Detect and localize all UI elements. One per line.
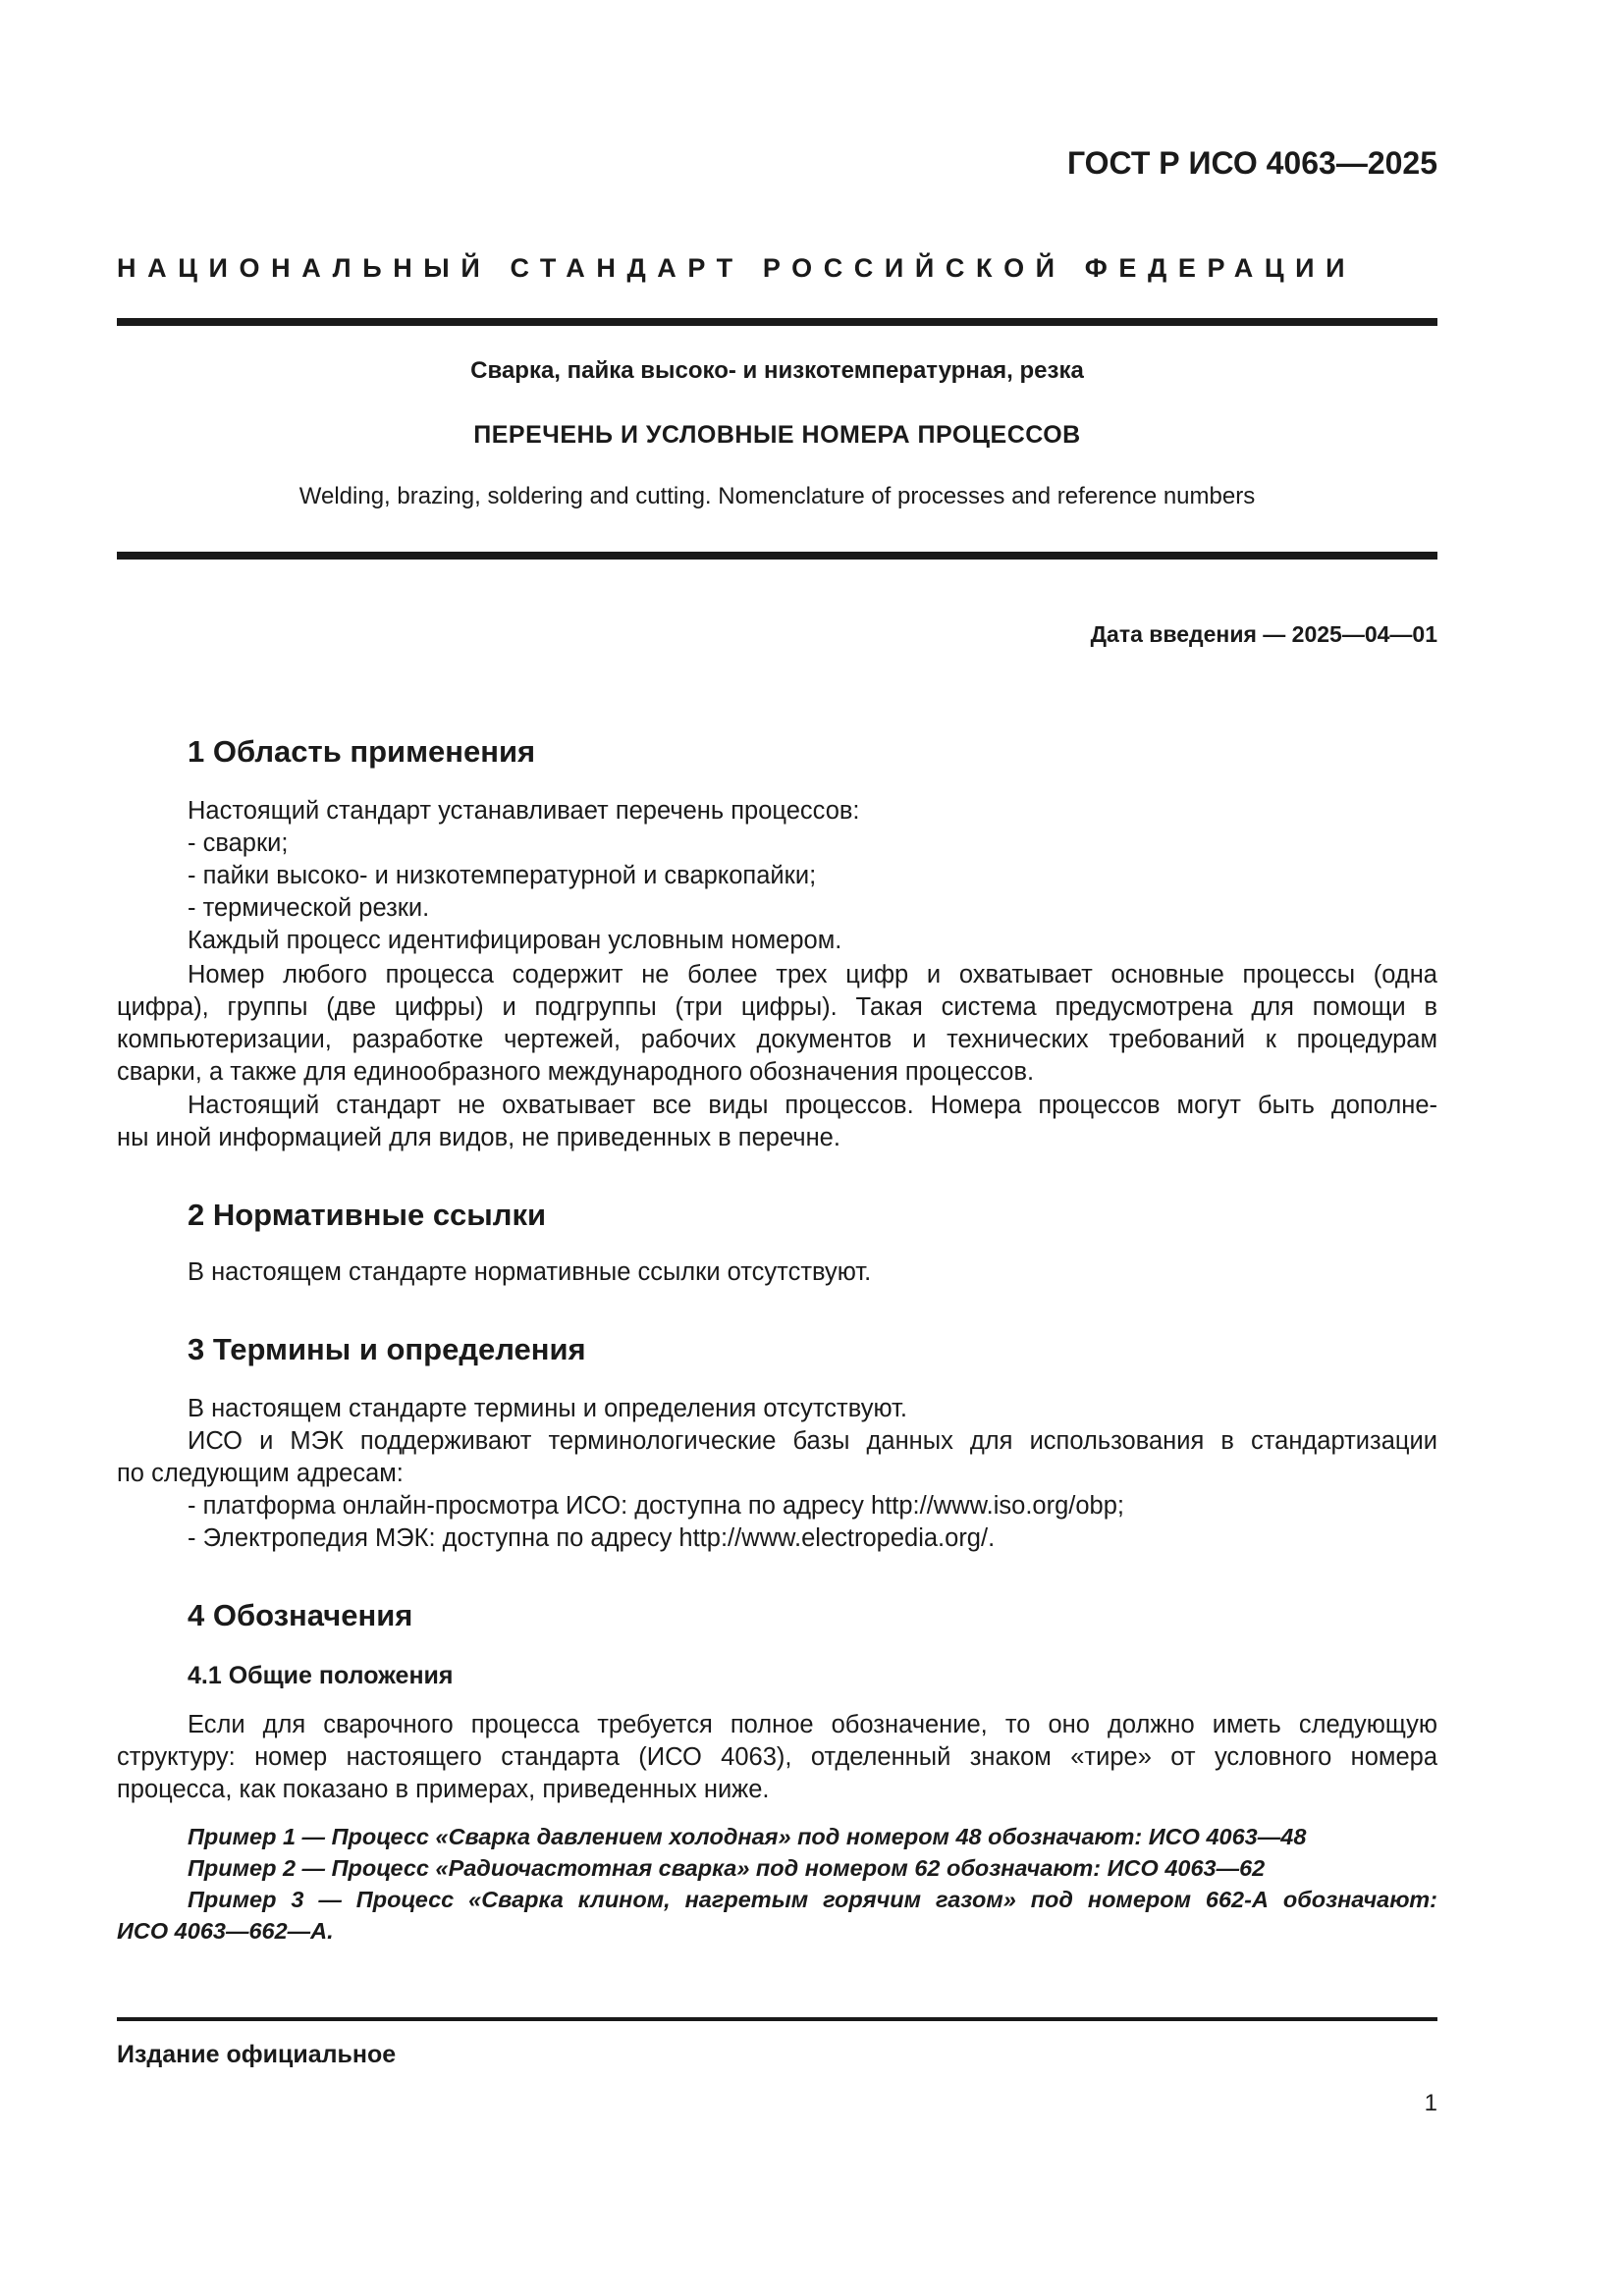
standard-title-en: Welding, brazing, soldering and cutting. Nomenclature of processes and reference numbers — [298, 483, 1256, 509]
title-bottom-rule — [117, 552, 1437, 560]
paragraph-line: ИСО и МЭК поддерживают терминологические базы данных для использования в стандартизации — [188, 1427, 1437, 1455]
page-number: 1 — [1424, 2090, 1437, 2116]
paragraph-line: В настоящем стандарте термины и определения отсутствуют. — [188, 1395, 907, 1422]
example-line: Пример 3 — Процесс «Сварка клином, нагретым горячим газом» под номером 662-А обозначают: — [188, 1887, 1437, 1912]
paragraph-line: Настоящий стандарт не охватывает все виды процессов. Номера процессов могут быть дополне- — [188, 1092, 1437, 1119]
paragraph-line: сварки, а также для единообразного международного обозначения процессов. — [117, 1058, 1035, 1086]
top-rule — [117, 318, 1437, 326]
paragraph-line: по следующим адресам: — [117, 1460, 404, 1487]
list-item: - платформа онлайн-просмотра ИСО: доступна по адресу http://www.iso.org/obp; — [188, 1492, 1124, 1520]
paragraph-line: структуру: номер настоящего стандарта (ИСО 4063), отделенный знаком «тире» от условного номера — [117, 1743, 1437, 1771]
section-4-heading: 4 Обозначения — [188, 1598, 413, 1632]
paragraph-line: Если для сварочного процесса требуется полное обозначение, то оно должно иметь следующую — [188, 1711, 1437, 1738]
list-item: - термической резки. — [188, 894, 430, 922]
footer-rule — [117, 2017, 1437, 2021]
paragraph-line: процесса, как показано в примерах, приведенных ниже. — [117, 1776, 770, 1803]
paragraph-line: В настоящем стандарте нормативные ссылки отсутствуют. — [188, 1258, 872, 1286]
example-line: Пример 1 — Процесс «Сварка давлением холодная» под номером 48 обозначают: ИСО 4063—48 — [188, 1824, 1307, 1849]
paragraph-line: цифра), группы (две цифры) и подгруппы (три цифры). Такая система предусмотрена для помощи в — [117, 993, 1437, 1021]
section-1-heading: 1 Область применения — [188, 734, 536, 769]
paragraph-line: Номер любого процесса содержит не более трех цифр и охватывает основные процессы (одна — [188, 961, 1437, 988]
example-line: Пример 2 — Процесс «Радиочастотная сварка» под номером 62 обозначают: ИСО 4063—62 — [188, 1855, 1266, 1881]
standard-subtitle-ru: ПЕРЕЧЕНЬ И УСЛОВНЫЕ НОМЕРА ПРОЦЕССОВ — [473, 421, 1081, 449]
document-code: ГОСТ Р ИСО 4063—2025 — [1066, 145, 1437, 181]
standard-title-ru: Сварка, пайка высоко- и низкотемпературная, резка — [470, 357, 1084, 384]
section-3-heading: 3 Термины и определения — [188, 1332, 586, 1366]
list-item: - Электропедия МЭК: доступна по адресу http://www.electropedia.org/. — [188, 1524, 996, 1552]
paragraph-line: ны иной информацией для видов, не приведенных в перечне. — [117, 1124, 840, 1151]
paragraph-line: компьютеризации, разработке чертежей, рабочих документов и технических требований к процедурам — [117, 1026, 1437, 1053]
national-standard-title: НАЦИОНАЛЬНЫЙ СТАНДАРТ РОССИЙСКОЙ ФЕДЕРАЦИИ — [117, 253, 1357, 283]
example-line: ИСО 4063—662—А. — [117, 1918, 334, 1944]
introduction-date: Дата введения — 2025—04—01 — [1090, 621, 1437, 647]
section-2-heading: 2 Нормативные ссылки — [188, 1198, 547, 1232]
subsection-4-1-heading: 4.1 Общие положения — [188, 1662, 454, 1689]
list-item: - пайки высоко- и низкотемпературной и сваркопайки; — [188, 862, 817, 889]
official-edition-label: Издание официальное — [117, 2041, 397, 2068]
paragraph-line: Каждый процесс идентифицирован условным номером. — [188, 927, 842, 954]
paragraph-line: Настоящий стандарт устанавливает перечень процессов: — [188, 797, 860, 825]
list-item: - сварки; — [188, 829, 289, 857]
